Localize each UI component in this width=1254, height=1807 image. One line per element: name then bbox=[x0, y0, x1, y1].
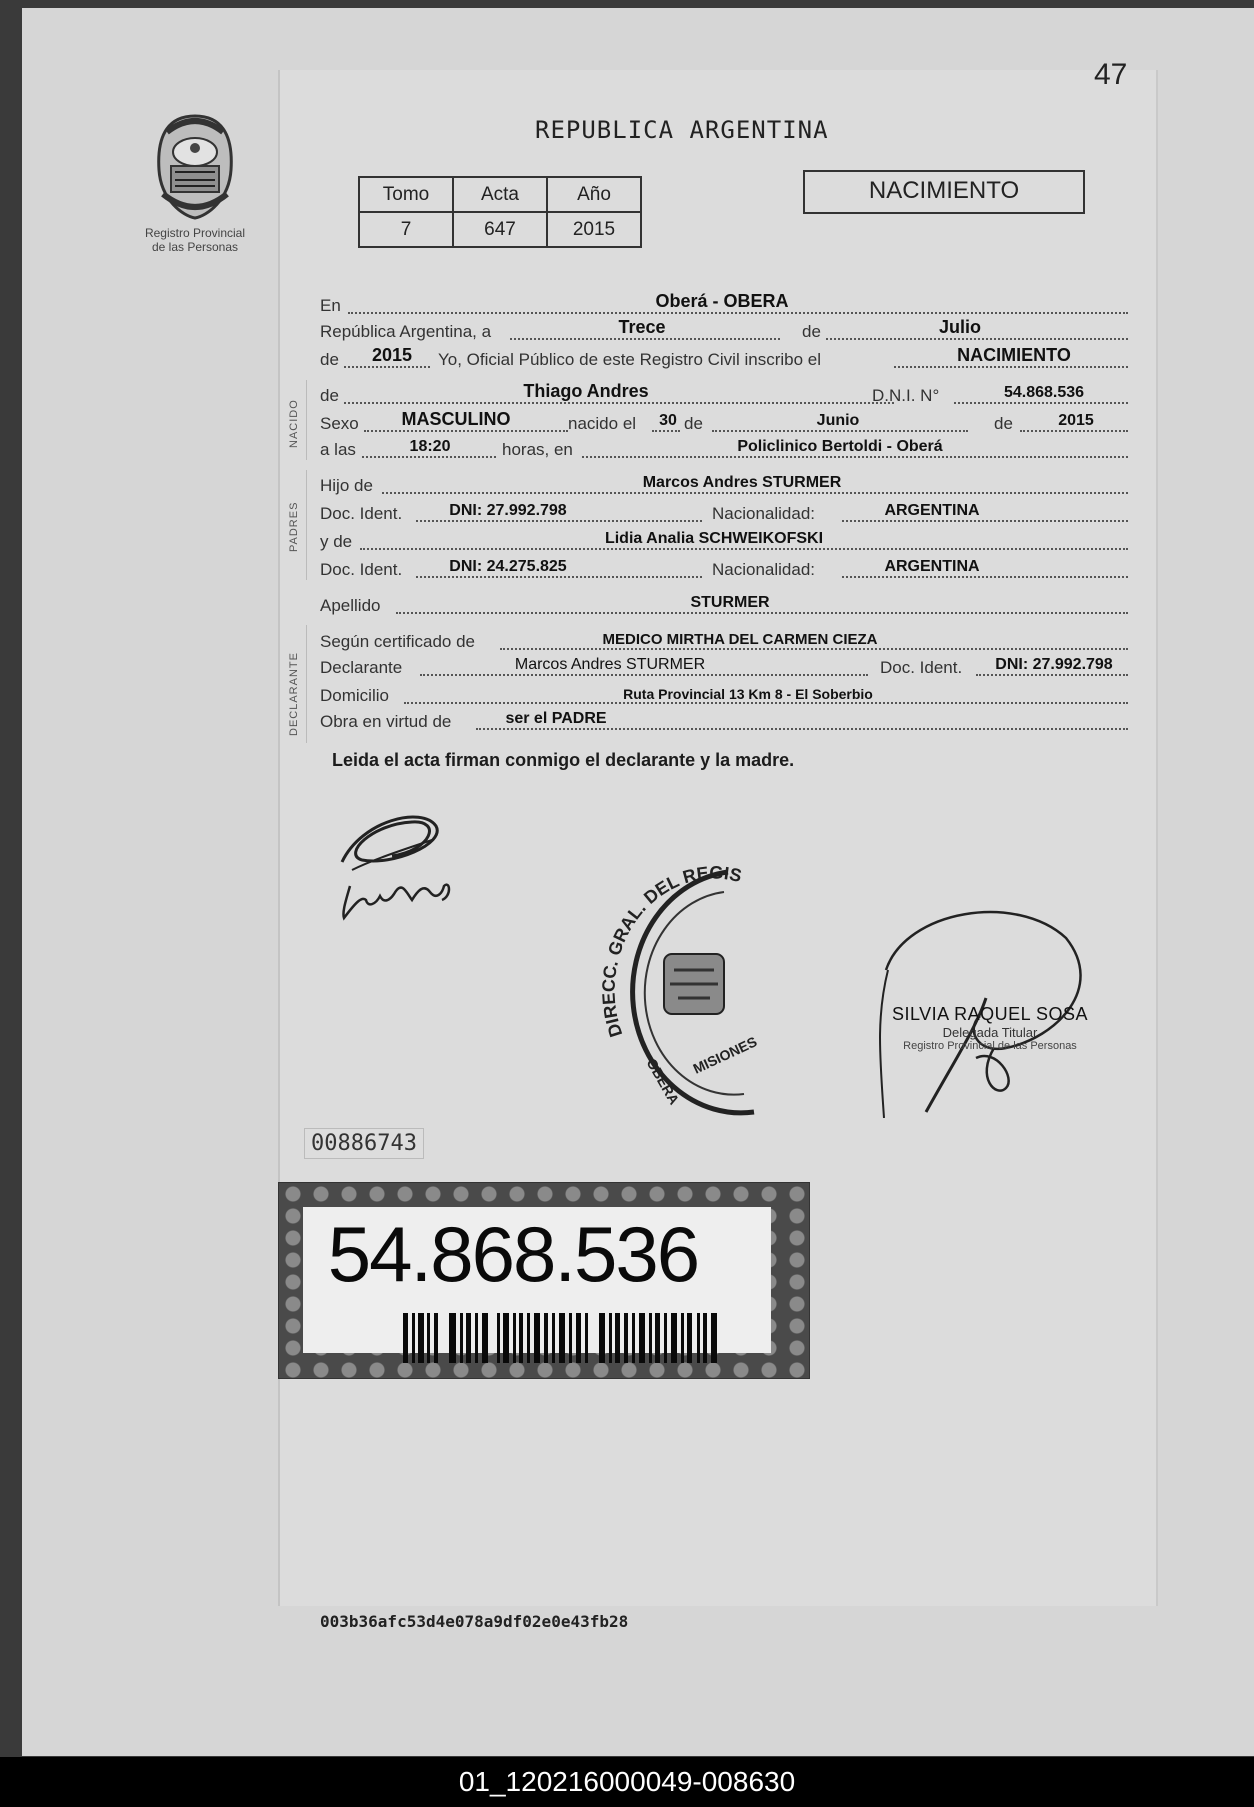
official-block bbox=[880, 1004, 1100, 1052]
dotted-line bbox=[976, 674, 1128, 676]
dotted-line bbox=[382, 492, 1128, 494]
barcode-icon bbox=[403, 1313, 719, 1363]
dotted-line bbox=[416, 576, 702, 578]
value-dni: 54.868.536 bbox=[1003, 384, 1085, 401]
value-mes-nac: Junio bbox=[816, 412, 860, 429]
tipo-acta-box: NACIMIENTO bbox=[803, 170, 1085, 214]
dotted-line bbox=[420, 674, 868, 676]
official-name: SILVIA RAQUEL SOSA bbox=[891, 1004, 1089, 1024]
form-line-certificado bbox=[320, 626, 1132, 654]
form-line-domicilio bbox=[320, 680, 1132, 708]
dotted-line bbox=[344, 366, 430, 368]
form-line-en bbox=[320, 290, 1132, 318]
label-doc-ident: Doc. Ident. bbox=[320, 504, 403, 523]
label-domicilio: Domicilio bbox=[320, 686, 389, 705]
value-madre: Lidia Analia SCHWEIKOFSKI bbox=[604, 530, 824, 547]
scan-footer: 01_120216000049-008630 bbox=[0, 1757, 1254, 1807]
seal-icon bbox=[594, 862, 804, 1132]
official-office: Registro Provincial de las Personas bbox=[903, 1040, 1077, 1052]
label-horas-en: horas, en bbox=[502, 440, 573, 459]
label-obra: Obra en virtud de bbox=[320, 712, 452, 731]
dotted-line bbox=[510, 338, 780, 340]
dotted-line bbox=[476, 728, 1128, 730]
dotted-line bbox=[362, 456, 496, 458]
value-lugar: Policlinico Bertoldi - Oberá bbox=[737, 438, 943, 455]
dotted-line bbox=[404, 702, 1128, 704]
section-rule-declarante bbox=[306, 625, 307, 743]
dotted-line bbox=[416, 520, 702, 522]
label-de: de bbox=[320, 350, 339, 369]
logo-caption bbox=[135, 226, 255, 254]
seal-inner-2: MISIONES bbox=[690, 1033, 760, 1077]
value-anio-nac: 2015 bbox=[1058, 412, 1094, 429]
sticker-number: 54.868.536 bbox=[327, 1210, 699, 1298]
label-nacionalidad: Nacionalidad: bbox=[712, 560, 816, 579]
section-label-nacido: NACIDO bbox=[288, 399, 300, 448]
acta-header-anio: Año bbox=[547, 177, 641, 212]
label-doc-ident: Doc. Ident. bbox=[320, 560, 403, 579]
value-hora: 18:20 bbox=[409, 438, 451, 455]
label-republica: República Argentina, a bbox=[320, 322, 492, 341]
label-nacido: nacido el bbox=[568, 414, 637, 433]
label-de: de bbox=[320, 386, 339, 405]
section-rule-padres bbox=[306, 470, 307, 580]
label-en: En bbox=[320, 296, 341, 315]
handwritten-signature-icon bbox=[332, 800, 482, 930]
form-line-hora bbox=[320, 434, 1132, 462]
dotted-line bbox=[582, 456, 1128, 458]
label-apellido: Apellido bbox=[320, 596, 381, 615]
dotted-line bbox=[396, 612, 1128, 614]
label-sexo: Sexo bbox=[320, 414, 359, 433]
value-nombre: Thiago Andres bbox=[523, 381, 649, 401]
form-line-fecha bbox=[320, 316, 1132, 344]
dotted-line bbox=[842, 576, 1128, 578]
label-de: de bbox=[802, 322, 821, 341]
coat-of-arms-icon bbox=[145, 110, 245, 222]
value-anio-acta: 2015 bbox=[371, 345, 413, 365]
logo-caption-line1: Registro Provincial bbox=[144, 226, 246, 240]
dotted-line bbox=[826, 338, 1128, 340]
form-line-madre-doc bbox=[320, 554, 1132, 582]
dotted-line bbox=[348, 312, 1128, 314]
value-tipo-inscripcion: NACIMIENTO bbox=[957, 345, 1071, 365]
label-doc-ident: Doc. Ident. bbox=[880, 658, 963, 677]
acta-value-anio: 2015 bbox=[547, 212, 641, 247]
value-obra: ser el PADRE bbox=[505, 710, 607, 727]
form-line-apellido bbox=[320, 590, 1132, 618]
section-label-declarante: DECLARANTE bbox=[288, 652, 300, 736]
label-nacionalidad: Nacionalidad: bbox=[712, 504, 816, 523]
form-line-declarante bbox=[320, 652, 1132, 680]
form-line-obra bbox=[320, 706, 1132, 734]
form-line-nombre bbox=[320, 380, 1132, 408]
closing-statement: Leida el acta firman conmigo el declarante y la madre. bbox=[332, 750, 795, 770]
registry-logo bbox=[135, 110, 255, 260]
country-title: REPUBLICA ARGENTINA bbox=[535, 116, 829, 144]
label-de: de bbox=[994, 414, 1013, 433]
value-madre-nac: ARGENTINA bbox=[884, 558, 980, 575]
dotted-line bbox=[652, 430, 680, 432]
dotted-line bbox=[500, 648, 1128, 650]
value-certificado: MEDICO MIRTHA DEL CARMEN CIEZA bbox=[602, 631, 878, 648]
label-inscribo: Yo, Oficial Público de este Registro Civil inscribo el bbox=[438, 350, 821, 369]
acta-value-tomo: 7 bbox=[359, 212, 453, 247]
form-line-padre-doc bbox=[320, 498, 1132, 526]
label-de: de bbox=[684, 414, 703, 433]
value-dia: Trece bbox=[618, 317, 666, 337]
acta-header-acta: Acta bbox=[453, 177, 547, 212]
form-line-padre bbox=[320, 470, 1132, 498]
dotted-line bbox=[712, 430, 968, 432]
value-localidad: Oberá - OBERA bbox=[655, 291, 789, 311]
value-domicilio: Ruta Provincial 13 Km 8 - El Soberbio bbox=[623, 686, 873, 702]
dotted-line bbox=[364, 430, 568, 432]
section-rule-nacido bbox=[306, 380, 307, 460]
page-number: 47 bbox=[1094, 58, 1128, 91]
value-declarante: Marcos Andres STURMER bbox=[514, 656, 706, 673]
value-declarante-doc: DNI: 27.992.798 bbox=[995, 656, 1113, 673]
logo-caption-line2: de las Personas bbox=[151, 240, 239, 254]
dni-sticker bbox=[278, 1182, 810, 1379]
value-apellido: STURMER bbox=[690, 594, 770, 611]
dotted-line bbox=[842, 520, 1128, 522]
acta-value-acta: 647 bbox=[453, 212, 547, 247]
dotted-line bbox=[1020, 430, 1128, 432]
section-label-padres: PADRES bbox=[288, 501, 300, 552]
label-hijo-de: Hijo de bbox=[320, 476, 373, 495]
label-a-las: a las bbox=[320, 440, 356, 459]
label-y-de: y de bbox=[320, 532, 353, 551]
acta-table bbox=[358, 176, 642, 248]
value-padre: Marcos Andres STURMER bbox=[642, 474, 842, 491]
form-line-madre bbox=[320, 526, 1132, 554]
value-padre-nac: ARGENTINA bbox=[884, 502, 980, 519]
acta-header-tomo: Tomo bbox=[359, 177, 453, 212]
sticker-label bbox=[303, 1207, 771, 1353]
official-title: Delegada Titular bbox=[942, 1025, 1038, 1040]
value-sexo: MASCULINO bbox=[401, 409, 511, 429]
value-dia-nac: 30 bbox=[659, 412, 677, 429]
dotted-line bbox=[954, 402, 1128, 404]
value-madre-doc: DNI: 24.275.825 bbox=[449, 558, 567, 575]
value-padre-doc: DNI: 27.992.798 bbox=[449, 502, 567, 519]
dotted-line bbox=[360, 548, 1128, 550]
seal-inner-1: OBERA bbox=[643, 1055, 683, 1108]
dotted-line bbox=[344, 402, 894, 404]
form-line-sexo bbox=[320, 408, 1132, 436]
label-dni: D.N.I. N° bbox=[872, 386, 940, 405]
signature-declarante bbox=[332, 800, 482, 935]
dotted-line bbox=[894, 366, 1128, 368]
official-seal bbox=[594, 862, 804, 1137]
label-certificado: Según certificado de bbox=[320, 632, 475, 651]
document-hash: 003b36afc53d4e078a9df02e0e43fb28 bbox=[320, 1612, 629, 1631]
value-mes: Julio bbox=[938, 317, 982, 337]
seal-text: DIRECC. GRAL. DEL REGIS bbox=[598, 862, 744, 1040]
label-declarante: Declarante bbox=[320, 658, 403, 677]
stamp-number: 00886743 bbox=[304, 1128, 424, 1159]
form-line-inscribo bbox=[320, 344, 1132, 372]
